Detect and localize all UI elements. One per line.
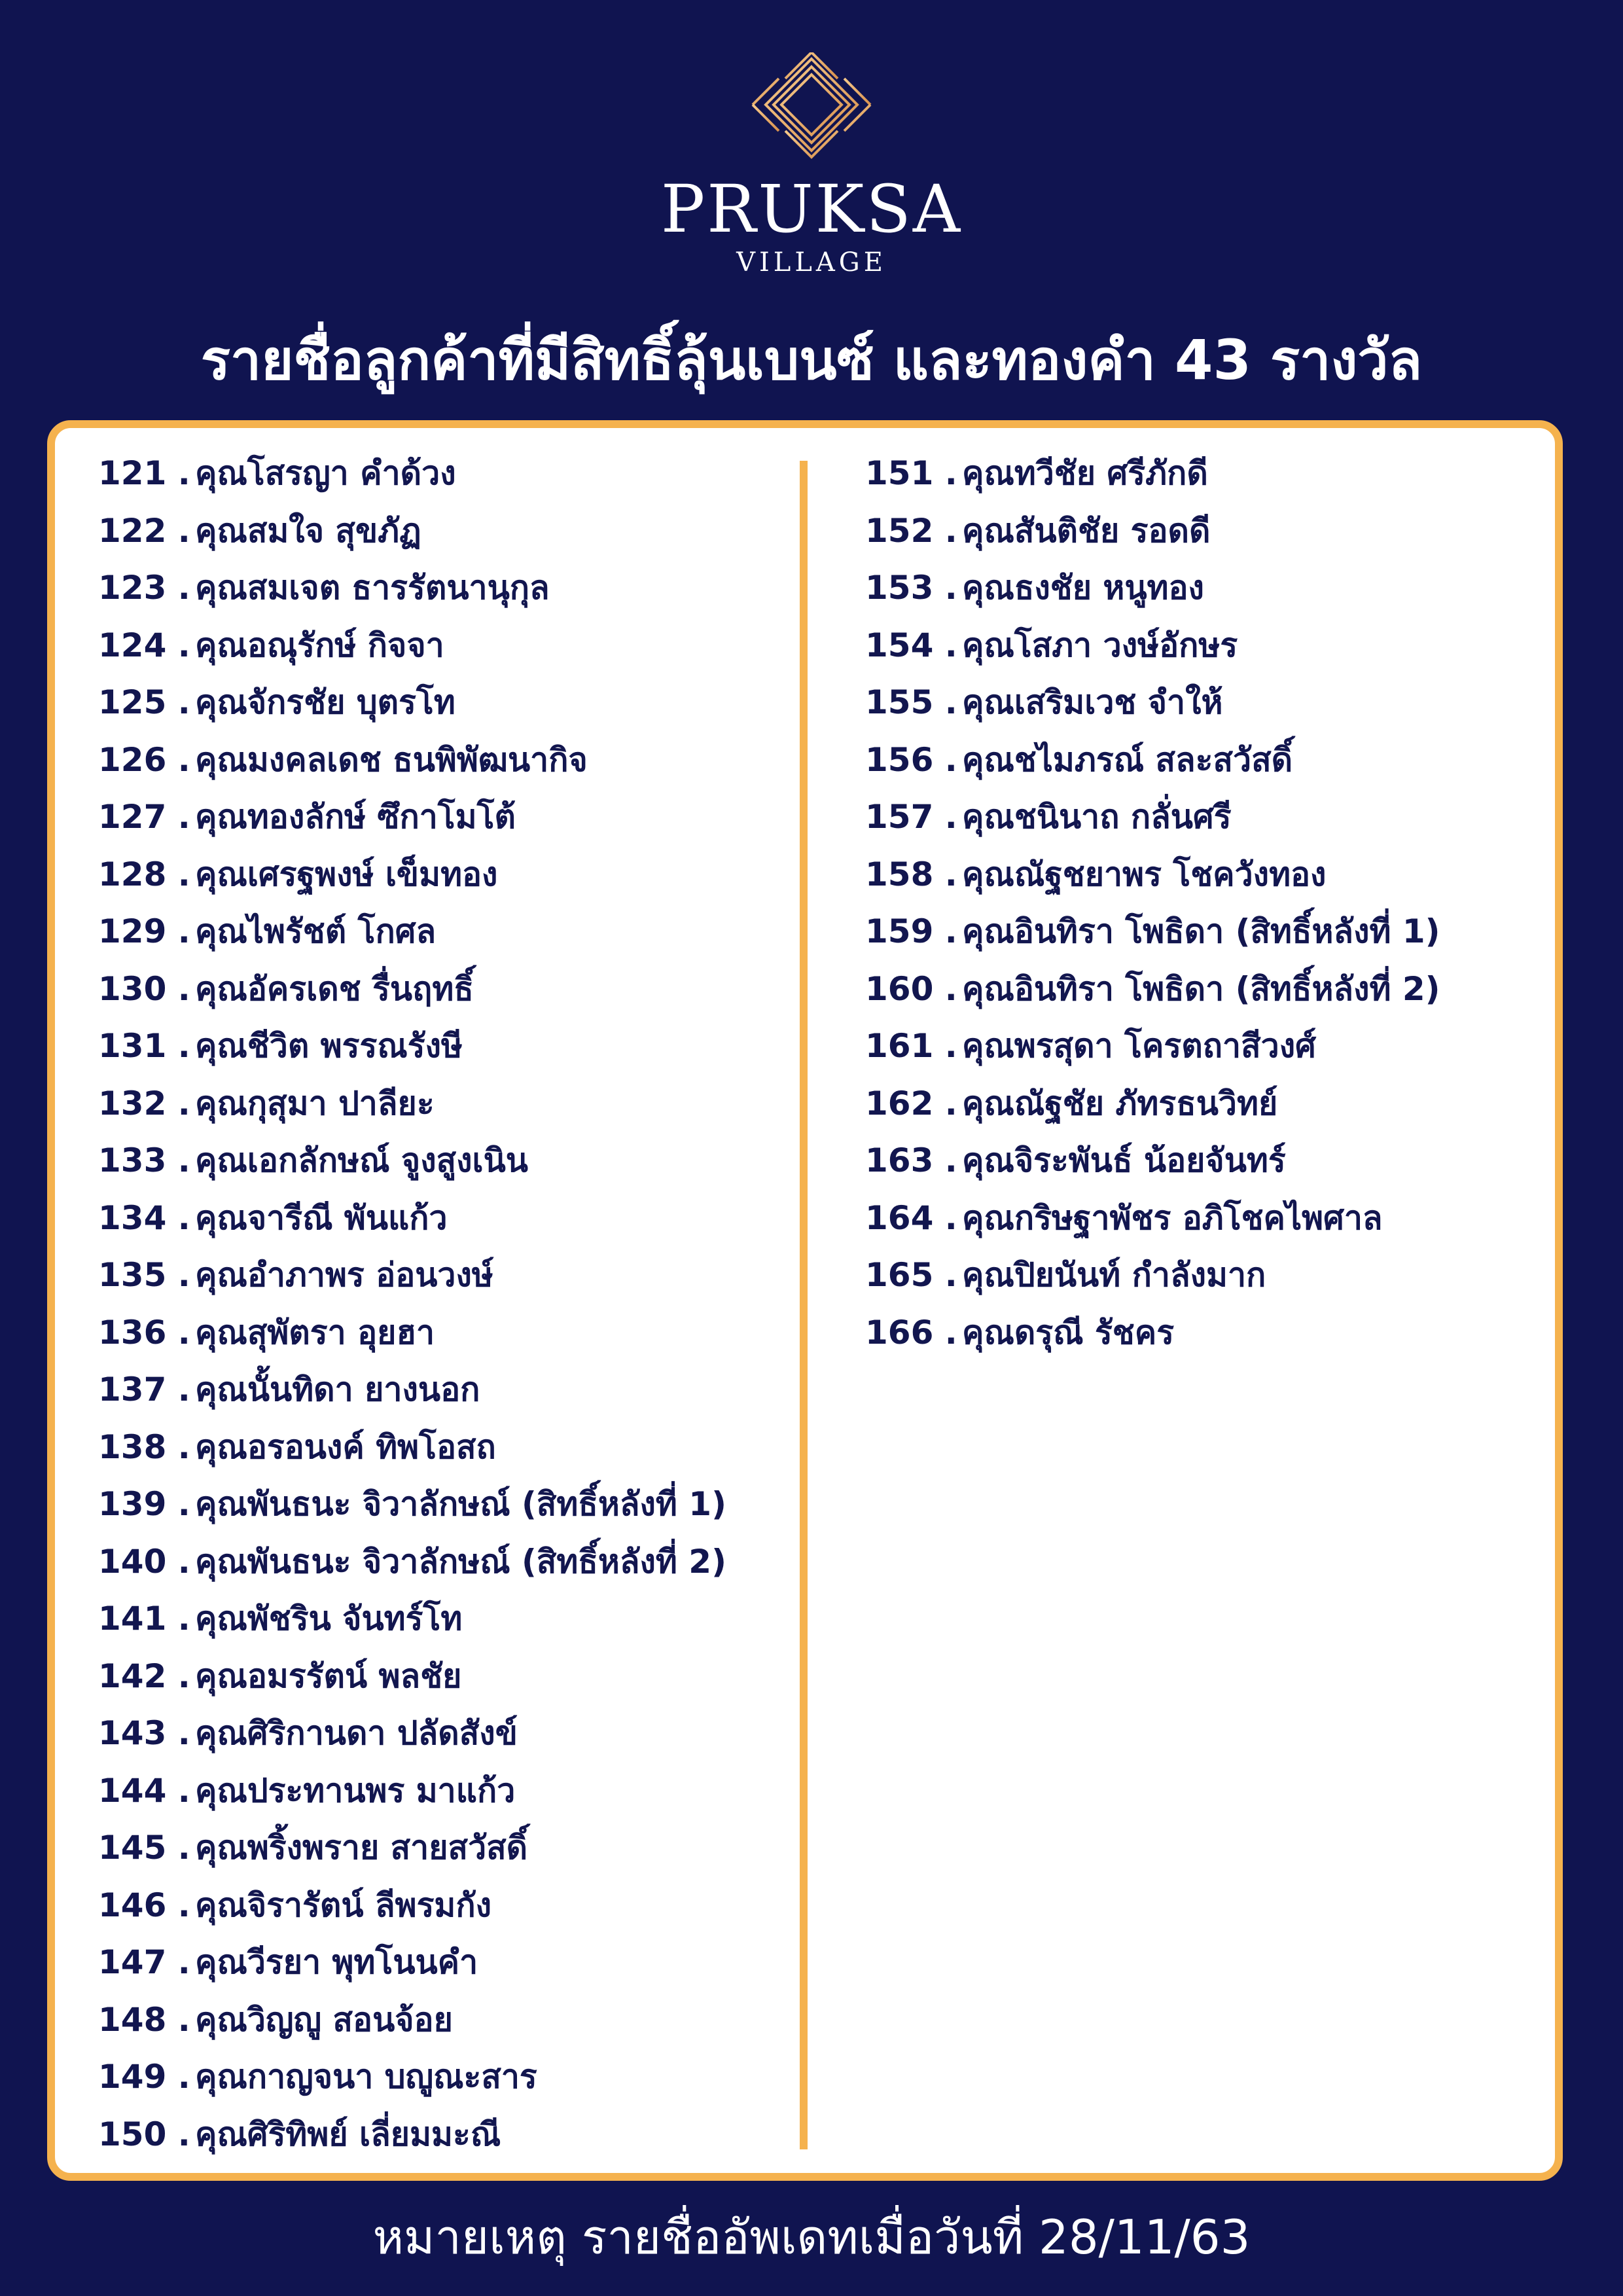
entry-name: คุณอณุรักษ์ กิจจา xyxy=(195,626,444,664)
entry-name: คุณพัชริน จันทร์โท xyxy=(195,1600,463,1638)
list-item xyxy=(98,1992,779,2049)
entry-name: คุณอำภาพร อ่อนวงษ์ xyxy=(195,1256,493,1294)
entry-number: 144 . xyxy=(98,1771,190,1810)
entry-number: 125 . xyxy=(98,683,190,721)
list-item xyxy=(865,1304,1533,1362)
entry-number: 149 . xyxy=(98,2058,190,2096)
list-item xyxy=(98,445,779,503)
entry-number: 137 . xyxy=(98,1371,190,1408)
entry-name: คุณชไมภรณ์ สละสวัสดิ์ xyxy=(962,740,1293,779)
entry-name: คุณทองลักษ์ ซึกาโมโต้ xyxy=(195,798,516,836)
entry-name: คุณนั้นทิดา ยางนอก xyxy=(195,1371,480,1408)
entry-name: คุณสมเจต ธารรัตนานุกุล xyxy=(195,569,550,607)
entry-name: คุณประทานพร มาแก้ว xyxy=(195,1771,516,1810)
list-item xyxy=(98,961,779,1018)
entry-name: คุณโสภา วงษ์อักษร xyxy=(962,626,1238,664)
entry-name: คุณวีรยา พุทโนนคำ xyxy=(195,1943,478,1981)
entry-name: คุณสันติชัย รอดดี xyxy=(962,511,1211,550)
entry-number: 147 . xyxy=(98,1943,190,1981)
winners-list-right xyxy=(865,445,1533,1361)
list-item xyxy=(865,1247,1533,1304)
entry-name: คุณอรอนงค์ ทิพโอสถ xyxy=(195,1427,496,1466)
entry-number: 162 . xyxy=(865,1084,957,1122)
entry-number: 124 . xyxy=(98,626,190,664)
list-item xyxy=(98,732,779,789)
list-item xyxy=(98,2106,779,2164)
entry-number: 138 . xyxy=(98,1427,190,1466)
list-item xyxy=(98,1648,779,1706)
list-item xyxy=(98,1820,779,1877)
entry-name: คุณกุสุมา ปาลียะ xyxy=(195,1084,435,1122)
entry-name: คุณอินทิรา โพธิดา (สิทธิ์หลังที่ 1) xyxy=(962,912,1440,950)
entry-number: 135 . xyxy=(98,1256,190,1294)
entry-number: 145 . xyxy=(98,1829,190,1867)
list-item xyxy=(98,1132,779,1190)
entry-name: คุณชีวิต พรรณรังษี xyxy=(195,1027,463,1065)
entry-number: 152 . xyxy=(865,511,957,550)
list-item xyxy=(98,617,779,675)
entry-name: คุณกริษฐาพัชร อภิโชคไพศาล xyxy=(962,1198,1383,1237)
entry-number: 163 . xyxy=(865,1141,957,1179)
footnote: หมายเหตุ รายชื่ออัพเดทเมื่อวันที่ 28/11/63 xyxy=(372,2210,1251,2265)
entry-number: 129 . xyxy=(98,912,190,950)
entry-name: คุณพริ้งพราย สายสวัสดิ์ xyxy=(195,1829,528,1867)
list-item xyxy=(98,503,779,560)
entry-number: 123 . xyxy=(98,569,190,607)
list-item xyxy=(98,1934,779,1992)
list-item xyxy=(865,674,1533,732)
list-item xyxy=(865,503,1533,560)
entry-number: 155 . xyxy=(865,683,957,721)
list-item xyxy=(865,846,1533,904)
entry-name: คุณปิยนันท์ กำลังมาก xyxy=(962,1256,1266,1294)
entry-number: 158 . xyxy=(865,855,957,893)
list-item xyxy=(865,789,1533,846)
entry-name: คุณณัฐชยาพร โชควังทอง xyxy=(962,855,1327,893)
entry-number: 157 . xyxy=(865,798,957,836)
list-item xyxy=(98,1247,779,1304)
diamond-logo-icon xyxy=(726,52,897,164)
list-item xyxy=(98,674,779,732)
list-item xyxy=(98,1190,779,1247)
entry-number: 161 . xyxy=(865,1027,957,1065)
entry-name: คุณไพรัชต์ โกศล xyxy=(195,912,437,950)
entry-name: คุณณัฐชัย ภัทรธนวิทย์ xyxy=(962,1084,1278,1122)
entry-number: 159 . xyxy=(865,912,957,950)
entry-number: 164 . xyxy=(865,1198,957,1237)
column-divider xyxy=(800,461,808,2149)
entry-number: 142 . xyxy=(98,1657,190,1695)
entry-number: 127 . xyxy=(98,798,190,836)
list-item xyxy=(98,1018,779,1075)
entry-number: 121 . xyxy=(98,454,190,492)
entry-number: 128 . xyxy=(98,855,190,893)
list-item xyxy=(98,1476,779,1534)
list-item xyxy=(98,1763,779,1820)
page-title: รายชื่อลูกค้าที่มีสิทธิ์ลุ้นเบนซ์ และทองคำ 43 รางวัล xyxy=(200,328,1423,392)
entry-number: 136 . xyxy=(98,1313,190,1352)
list-item xyxy=(98,1304,779,1362)
list-item xyxy=(865,1018,1533,1075)
entry-number: 126 . xyxy=(98,740,190,779)
entry-number: 132 . xyxy=(98,1084,190,1122)
list-item xyxy=(865,903,1533,961)
entry-number: 151 . xyxy=(865,454,957,492)
entry-name: คุณอัครเดช รื่นฤทธิ์ xyxy=(195,969,474,1008)
entry-number: 141 . xyxy=(98,1600,190,1638)
winners-list-left xyxy=(98,445,779,2163)
list-item xyxy=(98,1705,779,1763)
entry-name: คุณโสรญา คำด้วง xyxy=(195,454,456,492)
list-item xyxy=(98,789,779,846)
entry-number: 139 . xyxy=(98,1485,190,1523)
entry-number: 140 . xyxy=(98,1542,190,1581)
list-item xyxy=(865,1190,1533,1247)
entry-name: คุณธงชัย หนูทอง xyxy=(962,569,1204,607)
entry-number: 146 . xyxy=(98,1886,190,1924)
entry-name: คุณจารีณี พันแก้ว xyxy=(195,1198,448,1237)
entry-number: 133 . xyxy=(98,1141,190,1179)
entry-name: คุณศิริกานดา ปลัดสังข์ xyxy=(195,1714,518,1752)
list-item xyxy=(865,617,1533,675)
entry-number: 156 . xyxy=(865,740,957,779)
list-item xyxy=(865,560,1533,617)
entry-number: 130 . xyxy=(98,969,190,1008)
list-item xyxy=(865,445,1533,503)
brand-name: PRUKSA xyxy=(660,171,963,247)
list-item xyxy=(98,903,779,961)
entry-number: 160 . xyxy=(865,969,957,1008)
entry-name: คุณมงคลเดช ธนพิพัฒนากิจ xyxy=(195,740,588,779)
list-item xyxy=(98,1419,779,1477)
entry-name: คุณจิรารัตน์ ลีพรมกัง xyxy=(195,1886,492,1924)
list-item xyxy=(98,1075,779,1133)
brand-subtitle: VILLAGE xyxy=(736,247,887,278)
list-item xyxy=(865,732,1533,789)
entry-number: 143 . xyxy=(98,1714,190,1752)
entry-name: คุณพรสุดา โครตถาสีวงศ์ xyxy=(962,1027,1316,1065)
entry-number: 154 . xyxy=(865,626,957,664)
entry-number: 134 . xyxy=(98,1198,190,1237)
entry-name: คุณสมใจ สุขภัฏ xyxy=(195,511,421,550)
entry-number: 165 . xyxy=(865,1256,957,1294)
list-item xyxy=(98,1590,779,1648)
entry-name: คุณพันธนะ จิวาลักษณ์ (สิทธิ์หลังที่ 1) xyxy=(195,1485,726,1523)
entry-number: 166 . xyxy=(865,1313,957,1352)
entry-name: คุณกาญจนา บญูณะสาร xyxy=(195,2058,537,2096)
brand-logo xyxy=(0,52,1623,278)
entry-number: 148 . xyxy=(98,2000,190,2039)
list-item xyxy=(98,1361,779,1419)
entry-number: 150 . xyxy=(98,2115,190,2153)
entry-number: 122 . xyxy=(98,511,190,550)
list-item xyxy=(865,1075,1533,1133)
entry-name: คุณสุพัตรา อุยฮา xyxy=(195,1313,435,1352)
entry-name: คุณอินทิรา โพธิดา (สิทธิ์หลังที่ 2) xyxy=(962,969,1440,1008)
entry-name: คุณจิระพันธ์ น้อยจันทร์ xyxy=(962,1141,1286,1179)
entry-name: คุณทวีชัย ศรีภักดี xyxy=(962,454,1208,492)
entry-name: คุณเศรฐพงษ์ เข็มทอง xyxy=(195,855,498,893)
entry-name: คุณอมรรัตน์ พลชัย xyxy=(195,1657,462,1695)
list-item xyxy=(98,1534,779,1591)
list-item xyxy=(98,2049,779,2106)
entry-name: คุณจักรชัย บุตรโท xyxy=(195,683,455,721)
entry-name: คุณวิญญู สอนจ้อย xyxy=(195,2000,453,2039)
list-item xyxy=(98,846,779,904)
list-item xyxy=(98,1877,779,1935)
list-item xyxy=(98,560,779,617)
entry-name: คุณดรุณี รัชคร xyxy=(962,1313,1175,1352)
list-item xyxy=(865,1132,1533,1190)
list-item xyxy=(865,961,1533,1018)
entry-name: คุณศิริทิพย์ เลี่ยมมะณี xyxy=(195,2115,501,2153)
entry-name: คุณเสริมเวช จำให้ xyxy=(962,683,1223,721)
entry-number: 131 . xyxy=(98,1027,190,1065)
entry-number: 153 . xyxy=(865,569,957,607)
entry-name: คุณชนินาถ กลั่นศรี xyxy=(962,798,1232,836)
entry-name: คุณเอกลักษณ์ จูงสูงเนิน xyxy=(195,1141,528,1179)
entry-name: คุณพันธนะ จิวาลักษณ์ (สิทธิ์หลังที่ 2) xyxy=(195,1542,726,1581)
